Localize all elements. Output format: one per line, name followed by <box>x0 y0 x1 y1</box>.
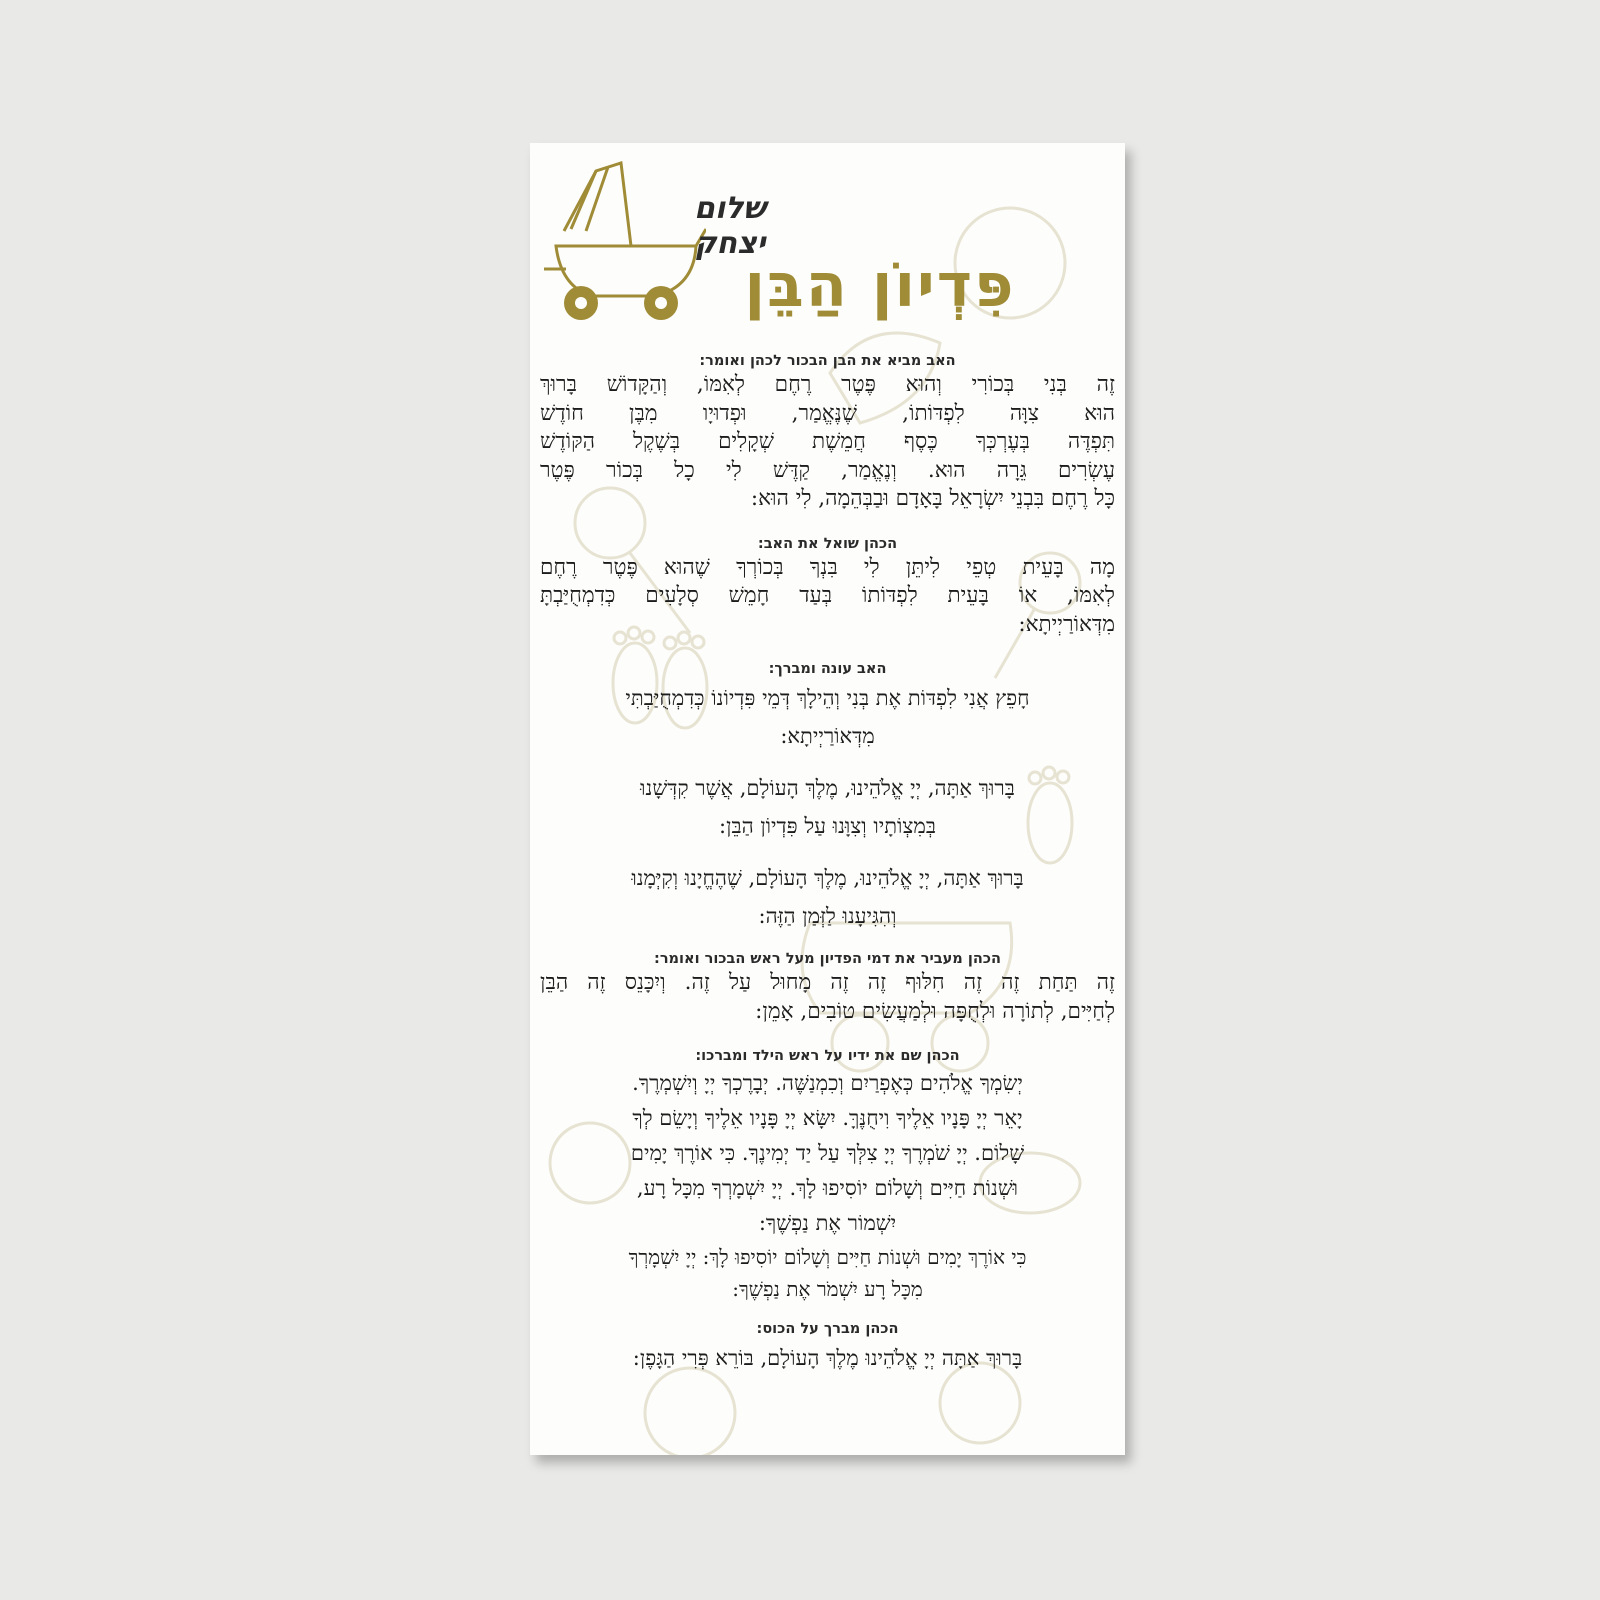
blessing-shehecheyanu-line: וְהִגִּיעָנוּ לַזְּמַן הַזֶּה: <box>758 904 897 928</box>
instruction-kohen-blesses-cup: הכהן מברך על הכוס: <box>756 1321 899 1337</box>
text-line: הוּא צִוָּה לִפְדּוֹתוֹ, שֶׁנֶּאֱמַר, וּפְדוּיָו מִבֶּן חוֹדֶשׁ <box>540 400 1115 426</box>
blessing-pidyon-line: בָּרוּךְ אַתָּה, יְיָ אֱלֹהֵינוּ, מֶלֶךְ הָעוֹלָם, אֲשֶׁר קִדְּשָׁנוּ <box>640 776 1015 800</box>
text-line: כָּל רֶחֶם בִּבְנֵי יִשְׂרָאֵל בָּאָדָם וּבַבְּהֵמָה, לִי הוּא: <box>750 486 1115 511</box>
text-line: עֶשְׂרִים גֵּרָה הוּא. וְנֶאֱמַר, קַדֶּשׁ לִי כָל בְּכוֹר פֶּטֶר <box>540 457 1115 483</box>
text-line: לְאִמּוֹ, אוֹ בָּעֵית לִפְדּוֹתוֹ בְּעַד חָמֵשׁ סְלָעִים כְּדִמְחֻיַּבְתָּ <box>540 583 1115 608</box>
text-line: שָׁלוֹם. יְיָ שֹׁמְרֶךָ יְיָ צִלְּךָ עַל יַד יְמִינֶךָ. כִּי אוֹרֶךְ יָמִים <box>630 1141 1025 1165</box>
header <box>530 143 1125 343</box>
text-line: לְחַיִּים, לְתוֹרָה וּלְחֻפָּה וּלְמַעֲשִׂים טוֹבִים, אָמֵן: <box>755 998 1115 1024</box>
blessing-pidyon-line: בְּמִצְוֹתָיו וְצִוָּנוּ עַל פִּדְיוֹן הַבֵּן: <box>719 814 936 838</box>
text-line: זֶה בְּנִי בְּכוֹרִי וְהוּא פֶּטֶר רֶחֶם לְאִמּוֹ, וְהַקָּדוֹשׁ בָּרוּךְ <box>540 372 1115 397</box>
text-line: זֶה תַּחַת זֶה זֶה חִלּוּף זֶה זֶה מָחוּל עַל זֶה. וְיִכָּנֵס זֶה הַבֵּן <box>540 970 1115 995</box>
instruction-kohen-blesses-child: הכהן שם את ידיו על ראש הילד ומברכו: <box>695 1048 960 1064</box>
text-line: מִדְּאוֹרַיְיתָא: <box>780 724 875 748</box>
pidyon-haben-card <box>530 143 1125 1455</box>
text-line: וּשְׁנוֹת חַיִּים וְשָׁלוֹם יוֹסִיפוּ לָךְ. יְיָ יִשְׁמָרְךָ מִכָּל רָע, <box>636 1176 1019 1200</box>
instruction-father-brings: האב מביא את הבן הבכור לכהן ואומר: <box>699 353 956 369</box>
text-line: מָה בָּעֵית טְפֵי לִיתֵּן לִי בִּנְךָ בְּכוֹרְךָ שֶׁהוּא פֶּטֶר רֶחֶם <box>540 554 1115 580</box>
blessing-wine-line: בָּרוּךְ אַתָּה יְיָ אֱלֹהֵינוּ מֶלֶךְ הָעוֹלָם, בּוֹרֵא פְּרִי הַגָּפֶן: <box>632 1346 1023 1370</box>
instruction-father-answers: האב עונה ומברך: <box>768 661 887 677</box>
text-line: מִכָּל רָע יִשְׁמֹר אֶת נַפְשֶׁךָ: <box>732 1277 923 1301</box>
family-name: שלום יצחק <box>694 191 766 261</box>
instruction-kohen-passes-money: הכהן מעביר את דמי הפדיון מעל ראש הבכור ואומר: <box>654 951 1001 967</box>
text-line: חָפֵץ אֲנִי לִפְדּוֹת אֶת בְּנִי וְהֵילָךְ דְּמֵי פִּדְיוֹנוֹ כְּדִמְחֻיַּבְתִּי <box>625 686 1030 710</box>
text-line: תִּפְדֶּה בְּעֶרְכְּךָ כֶּסֶף חֲמֵשֶׁת שְׁקָלִים בְּשֶׁקֶל הַקּוֹדֶשׁ <box>540 429 1115 454</box>
instruction-kohen-asks: הכהן שואל את האב: <box>757 535 898 552</box>
page-title: פִּדְיוֹן הַבֵּן <box>744 251 1016 321</box>
text-line: מִדְּאוֹרַיְיתָא: <box>1018 611 1115 637</box>
prayer-content <box>540 351 1115 1377</box>
text-line: יִשְׁמוֹר אֶת נַפְשֶׁךָ: <box>758 1211 897 1235</box>
text-line: יְשִׂמְךָ אֱלֹהִים כְּאֶפְרַיִם וְכִמְנַשֶּׁה. יְבָרֶכְךָ יְיָ וְיִשְׁמְרֶךָ. <box>632 1071 1023 1095</box>
text-line: כִּי אוֹרֶךְ יָמִים וּשְׁנוֹת חַיִּים וְשָׁלוֹם יוֹסִיפוּ לָךְ: יְיָ יִשְׁמָרְךָ <box>628 1245 1027 1269</box>
text-line: יָאֵר יְיָ פָּנָיו אֵלֶיךָ וִיחֻנֶּךָּ. יִשָּׂא יְיָ פָּנָיו אֵלֶיךָ וְיָשֵׂם לְךָ <box>632 1106 1023 1130</box>
blessing-shehecheyanu-line: בָּרוּךְ אַתָּה, יְיָ אֱלֹהֵינוּ, מֶלֶךְ הָעוֹלָם, שֶׁהֶחֱיָנוּ וְקִיְּמָנוּ <box>631 866 1024 890</box>
